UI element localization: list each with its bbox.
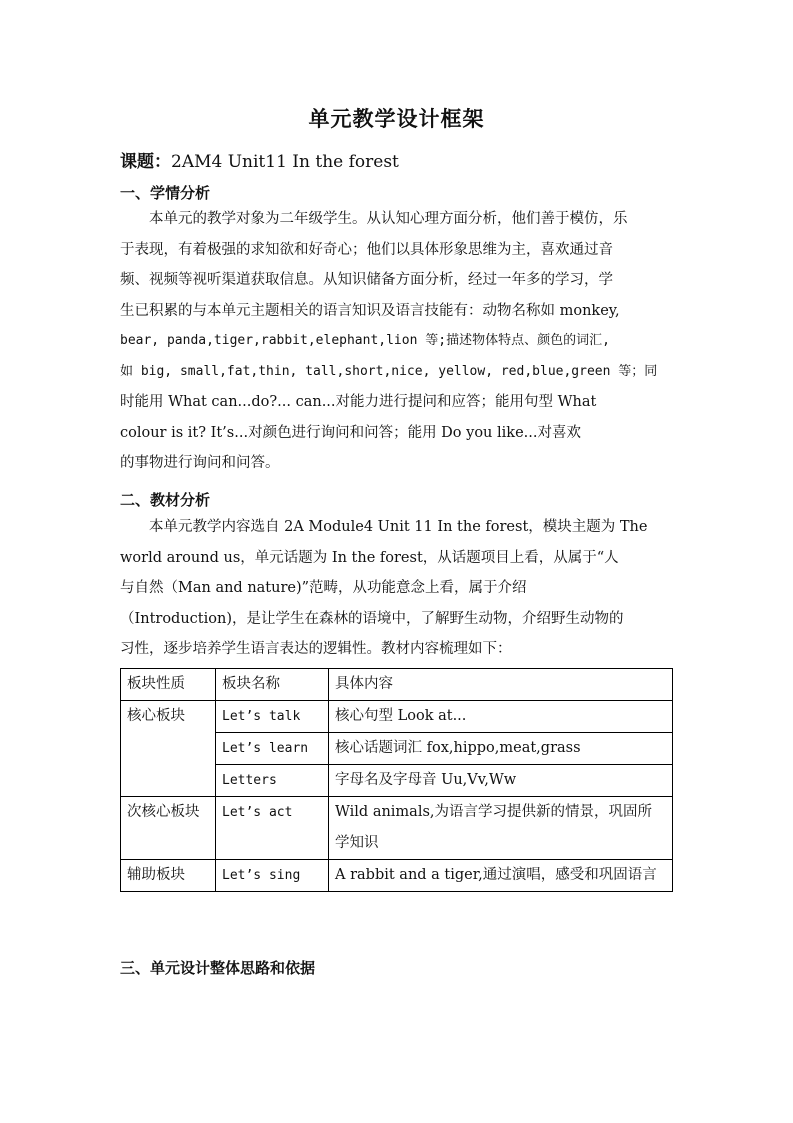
paragraph-line: 于表现，有着极强的求知欲和好奇心；他们以具体形象思维为主，喜欢通过音 [120, 241, 613, 258]
table-row [121, 860, 673, 892]
paragraph-line: 频、视频等视听渠道获取信息。从知识储备方面分析，经过一年多的学习，学 [120, 272, 613, 288]
paragraph-line: 习性，逐步培养学生语言表达的逻辑性。教材内容梳理如下： [120, 641, 512, 657]
table-row [121, 797, 673, 860]
paragraph-line: 如 big, small,fat,thin, tall,short,nice, yellow, red,blue,green 等；同 [120, 363, 658, 379]
section-2-heading: 二、教材分析 [120, 491, 211, 509]
table-cell-name: Let’s act [216, 797, 329, 860]
paragraph-line: 生已积累的与本单元主题相关的语言知识及语言技能有：动物名称如 monkey, [120, 302, 620, 319]
table-row [121, 701, 673, 733]
section-2-paragraph [120, 512, 673, 665]
paragraph-line: 本单元的教学对象为二年级学生。从认知心理方面分析，他们善于模仿，乐 [120, 211, 628, 227]
table-cell-name: Let’s sing [216, 860, 329, 892]
section-1-paragraph [120, 204, 673, 479]
page-title: 单元教学设计框架 [308, 106, 485, 131]
paragraph-line: colour is it? It’s...对颜色进行询问和问答；能用 Do you like...对喜欢 [120, 424, 581, 441]
table-cell-name: Let’s talk [216, 701, 329, 733]
table-header-cell: 板块名称 [216, 669, 329, 701]
table-cell-type: 次核心板块 [121, 797, 216, 860]
topic-line [120, 147, 399, 172]
table-header-cell: 板块性质 [121, 669, 216, 701]
table-cell-name: Letters [216, 765, 329, 797]
paragraph-line: 时能用 What can...do?... can...对能力进行提问和应答；能用句型 What [120, 394, 597, 410]
section-3-heading: 三、单元设计整体思路和依据 [120, 959, 316, 977]
topic-value: 2AM4 Unit11 In the forest [171, 152, 399, 172]
paragraph-line: 本单元教学内容选自 2A Module4 Unit 11 In the forest，模块主题为 The [120, 519, 648, 535]
paragraph-line: 与自然（Man and nature)”范畴，从功能意念上看，属于介绍 [120, 580, 527, 596]
paragraph-line: bear, panda,tiger,rabbit,elephant,lion 等;描述物体特点、颜色的词汇, [120, 333, 610, 348]
content-table [120, 668, 673, 892]
table-cell-content: 字母名及字母音 Uu,Vv,Ww [329, 765, 673, 797]
table-cell-name: Let’s learn [216, 733, 329, 765]
table-header-row [121, 669, 673, 701]
paragraph-line: world around us，单元话题为 In the forest，从话题项目上看，从属于“人 [120, 549, 619, 566]
table-header-cell: 具体内容 [329, 669, 673, 701]
table-cell-content: 核心话题词汇 fox,hippo,meat,grass [329, 733, 673, 765]
table-cell-content: A rabbit and a tiger,通过演唱，感受和巩固语言 [329, 860, 673, 892]
topic-label: 课题： [120, 152, 171, 172]
table-cell-type: 核心板块 [121, 701, 216, 797]
section-1-heading: 一、学情分析 [120, 184, 211, 202]
paragraph-line: 的事物进行询问和问答。 [120, 455, 280, 471]
table-cell-type: 辅助板块 [121, 860, 216, 892]
table-cell-content: Wild animals,为语言学习提供新的情景，巩固所学知识 [329, 797, 673, 860]
paragraph-line: （Introduction)，是让学生在森林的语境中，了解野生动物，介绍野生动物的 [120, 610, 624, 627]
table-cell-content: 核心句型 Look at... [329, 701, 673, 733]
